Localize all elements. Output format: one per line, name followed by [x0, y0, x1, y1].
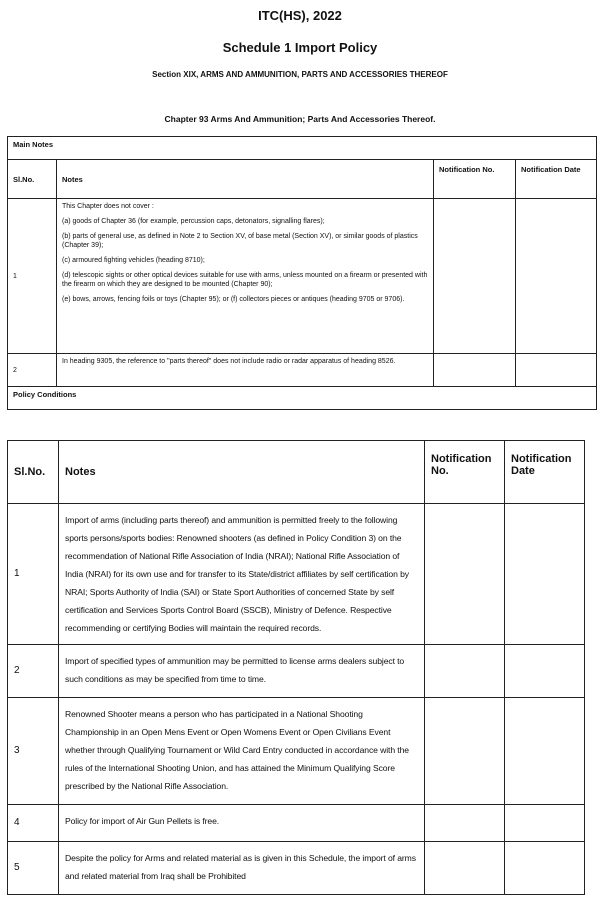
col-header-notification-no: Notification No. — [425, 441, 505, 504]
row-notification-date — [505, 504, 585, 645]
row-notes: Policy for import of Air Gun Pellets is free. — [59, 805, 425, 842]
document-title: ITC(HS), 2022 — [258, 8, 342, 23]
row-notification-no — [425, 645, 505, 698]
main-notes-caption: Main Notes — [8, 137, 597, 160]
table-row — [8, 199, 597, 354]
note-paragraph: This Chapter does not cover : — [62, 203, 154, 210]
section-title: Section XIX, ARMS AND AMMUNITION, PARTS AND ACCESSORIES THEREOF — [152, 70, 448, 79]
row-slno: 1 — [8, 504, 59, 645]
policy-conditions-heading: Policy Conditions — [8, 387, 597, 410]
main-notes-table — [7, 136, 597, 410]
chapter-title: Chapter 93 Arms And Ammunition; Parts And Accessories Thereof. — [164, 114, 436, 124]
row-notification-no — [425, 698, 505, 805]
row-slno: 4 — [8, 805, 59, 842]
row-notification-date — [505, 698, 585, 805]
table-row — [8, 698, 585, 805]
row-slno: 1 — [8, 199, 57, 354]
row-slno: 3 — [8, 698, 59, 805]
row-notification-no — [425, 805, 505, 842]
row-notes: Renowned Shooter means a person who has participated in a National Shooting Championship in an Open Mens Event or Open Womens Event or Open Civilians Event whether through Qualifying Tournament or Wild Card Entry conducted in accordance with the rules of the International Shooting Union, and has attained the Minimum Qualifying Score prescribed by the National Rifle Association. — [59, 698, 425, 805]
note-paragraph: (b) parts of general use, as defined in Note 2 to Section XV, of base metal (Section XV), or similar goods of plastics (Chapter 39); — [62, 233, 418, 249]
row-notes: Import of arms (including parts thereof) and ammunition is permitted freely to the following sports persons/sports bodies: Renowned shooters (as defined in Policy Condition 3) on the recommendation of National Rifle Association of India (NRAI); National Rifle Association of India (NRAI) for its own use and for transfer to its State/district affiliates by self certification by NRAI; Sports Authority of India (SAI) or State Sport Authorities of concerned State by self certification and Services Sports Control Board (SSCB), Ministry of Defence. Respective recommending or certifying Bodies will maintain the required records. — [59, 504, 425, 645]
row-notes — [57, 354, 434, 387]
row-notification-no — [434, 354, 516, 387]
table-row — [8, 805, 585, 842]
row-notification-date — [505, 842, 585, 895]
col-header-notes: Notes — [57, 160, 434, 199]
row-slno: 2 — [8, 354, 57, 387]
row-notification-no — [434, 199, 516, 354]
row-notes: Despite the policy for Arms and related material as is given in this Schedule, the import of arms and related material from Iraq shall be Prohibited — [59, 842, 425, 895]
col-header-slno: Sl.No. — [8, 441, 59, 504]
row-notes — [57, 199, 434, 354]
note-paragraph: In heading 9305, the reference to "parts thereof" does not include radio or radar apparatus of heading 8526. — [62, 358, 396, 365]
row-slno: 2 — [8, 645, 59, 698]
row-notification-date — [516, 354, 597, 387]
note-paragraph: (d) telescopic sights or other optical devices suitable for use with arms, unless mounted on a firearm or presented with the firearm on which they are designed to be mounted (Chapter 90); — [62, 272, 428, 288]
row-notification-no — [425, 504, 505, 645]
note-paragraph: (e) bows, arrows, fencing foils or toys (Chapter 95); or (f) collectors pieces or antiques (heading 9705 or 9706). — [62, 296, 405, 303]
col-header-slno: Sl.No. — [8, 160, 57, 199]
row-notification-date — [505, 805, 585, 842]
note-paragraph: (c) armoured fighting vehicles (heading 8710); — [62, 257, 205, 264]
table-row — [8, 504, 585, 645]
col-header-notification-date: Notification Date — [516, 160, 597, 199]
policy-conditions-table — [7, 440, 585, 895]
col-header-notes: Notes — [59, 441, 425, 504]
row-notification-date — [505, 645, 585, 698]
note-paragraph: (a) goods of Chapter 36 (for example, percussion caps, detonators, signalling flares); — [62, 218, 325, 225]
col-header-notification-date: Notification Date — [505, 441, 585, 504]
row-notes: Import of specified types of ammunition may be permitted to license arms dealers subject to such conditions as may be specified from time to time. — [59, 645, 425, 698]
row-notification-date — [516, 199, 597, 354]
col-header-notification-no: Notification No. — [434, 160, 516, 199]
table-row — [8, 842, 585, 895]
table-row — [8, 354, 597, 387]
schedule-title: Schedule 1 Import Policy — [222, 40, 378, 55]
table-row — [8, 645, 585, 698]
row-notification-no — [425, 842, 505, 895]
row-slno: 5 — [8, 842, 59, 895]
